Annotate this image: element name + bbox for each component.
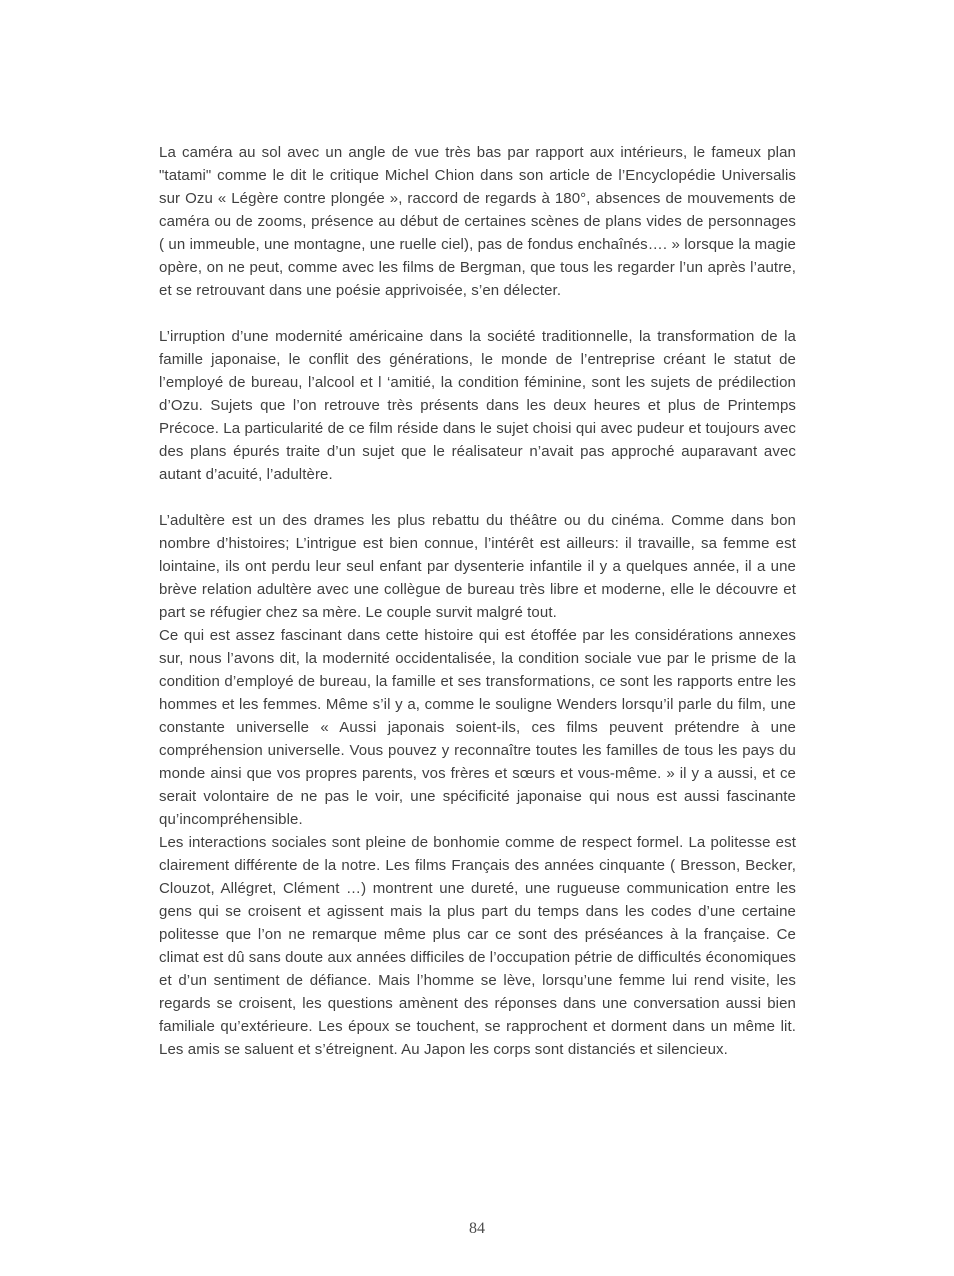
paragraph-modernite-americaine: L’irruption d’une modernité américaine dans la société traditionnelle, la transformation de la famille japonaise, le conflit des générations, le monde de l’entreprise créant le statut de l’employé de bureau, l’alcool et l ‘amitié, la condition féminine, sont les sujets de prédilection d’Ozu. Sujets que l’on retrouve très présents dans les deux heures et plus de Printemps Précoce. La particularité de ce film réside dans le sujet choisi qui avec pudeur et toujours avec des plans épurés traite d’un sujet que le réalisateur n’avait pas approché auparavant avec autant d’acuité, l’adultère. xyxy=(159,328,796,483)
paragraph-interactions-sociales: Les interactions sociales sont pleine de bonhomie comme de respect formel. La politesse est clairement différente de la notre. Les films Français des années cinquante ( Bresson, Becker, Clouzot, Allégret, Clément …) montrent une dureté, une rugueuse communication entre les gens qui se croisent et agissent mais la plus part du temps dans les codes d’une certaine politesse que l’on ne remarque même plus car ce sont des préséances à la française. Ce climat est dû sans doute aux années difficiles de l’occupation pétrie de difficultés économiques et d’un sentiment de défiance. Mais l’homme se lève, lorsqu’une femme lui rend visite, les regards se croisent, les questions amènent des réponses dans une conversation aussi bien familiale qu’extérieure. Les époux se touchent, se rapprochent et dorment dans un même lit. Les amis se saluent et s’étreignent. Au Japon les corps sont distanciés et silencieux. xyxy=(159,834,796,1058)
paragraph-fascinant-wenders: Ce qui est assez fascinant dans cette histoire qui est étoffée par les considérations annexes sur, nous l’avons dit, la modernité occidentalisée, la condition sociale vue par le prisme de la condition d’employé de bureau, la famille et ses transformations, ce sont les rapports entre les hommes et les femmes. Même s’il y a, comme le souligne Wenders lorsqu’il parle du film, une constante universelle « Aussi japonais soient-ils, ces films peuvent prétendre à une compréhension universelle. Vous pouvez y reconnaître toutes les familles de tous les pays du monde ainsi que vos propres parents, vos frères et sœurs et vous-même. » il y a aussi, et ce serait volontaire de ne pas le voir, une spécificité japonaise qui nous est aussi fascinante qu’incompréhensible. xyxy=(159,627,796,828)
paragraph-camera-tatami: La caméra au sol avec un angle de vue très bas par rapport aux intérieurs, le fameux plan "tatami" comme le dit le critique Michel Chion dans son article de l’Encyclopédie Universalis sur Ozu « Légère contre plongée », raccord de regards à 180°, absences de mouvements de caméra ou de zooms, présence au début de certaines scènes de plans vides de personnages ( un immeuble, une montagne, une ruelle ciel), pas de fondus enchaînés…. » lorsque la magie opère, on ne peut, comme avec les films de Bergman, que tous les regarder l’un après l’autre, et se retrouvant dans une poésie apprivoisée, s’en délecter. xyxy=(159,144,796,299)
text-column xyxy=(159,141,796,1061)
paragraph-adultere-intrigue: L’adultère est un des drames les plus rebattu du théâtre ou du cinéma. Comme dans bon nombre d’histoires; L’intrigue est bien connue, l’intérêt est ailleurs: il travaille, sa femme est lointaine, ils ont perdu leur seul enfant par dysenterie infantile il y a quelques année, il a une brève relation adultère avec une collègue de bureau très libre et moderne, elle le découvre et part se réfugier chez sa mère. Le couple survit malgré tout. xyxy=(159,512,796,621)
page-footer xyxy=(0,1220,954,1238)
page-number: 84 xyxy=(469,1220,485,1237)
